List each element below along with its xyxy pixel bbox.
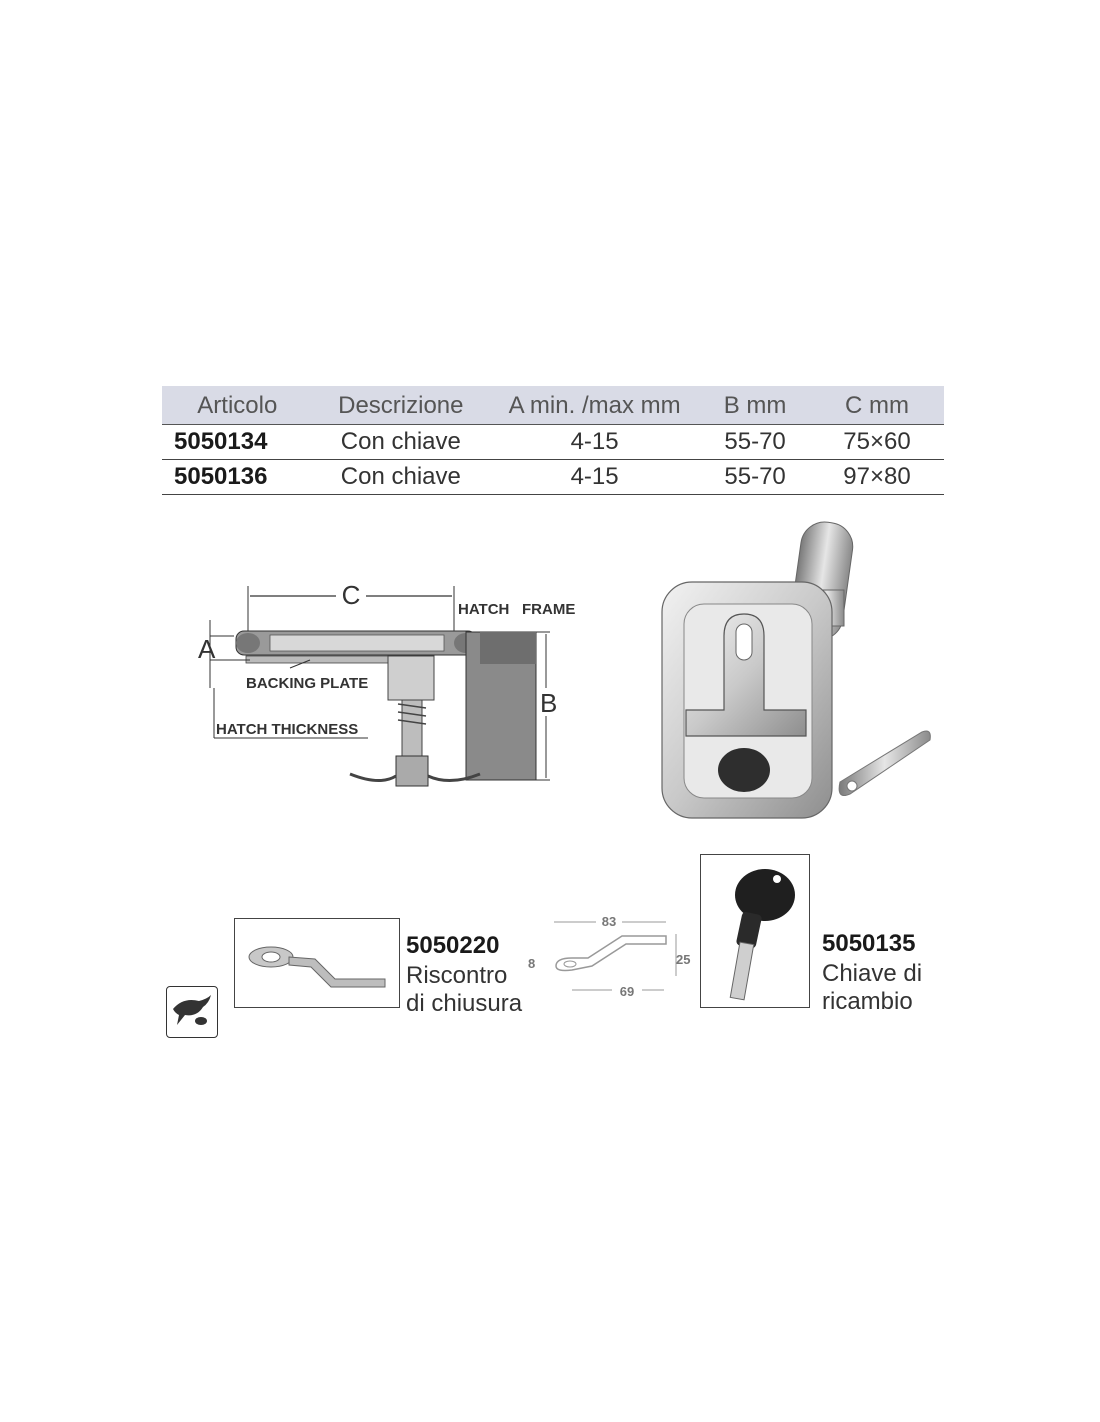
spec-table [162, 386, 944, 495]
table-row [162, 425, 944, 460]
label-hatch-thickness: HATCH THICKNESS [216, 721, 359, 738]
row-c: 97×80 [810, 460, 944, 495]
row-code: 5050136 [162, 460, 313, 495]
label-c: C [341, 580, 361, 610]
striker-desc-line2: di chiusura [406, 990, 523, 1017]
product-photo [640, 520, 960, 845]
header-articolo: Articolo [162, 386, 313, 425]
row-desc: Con chiave [313, 425, 489, 460]
dim-83: 83 [601, 914, 617, 929]
row-a: 4-15 [489, 460, 700, 495]
striker-desc-line1: Riscontro [406, 962, 508, 989]
row-code: 5050134 [162, 425, 313, 460]
row-desc: Con chiave [313, 460, 489, 495]
header-descrizione: Descrizione [313, 386, 489, 425]
row-a: 4-15 [489, 425, 700, 460]
striker-code: 5050220 [406, 932, 500, 959]
label-a: A [198, 634, 216, 664]
table-header-row [162, 386, 944, 425]
row-b: 55-70 [700, 460, 810, 495]
key-image-box [700, 854, 810, 1008]
dim-69: 69 [619, 984, 635, 999]
table-row [162, 460, 944, 495]
striker-image-box [234, 918, 400, 1008]
dim-8: 8 [528, 956, 536, 971]
dim-25: 25 [676, 952, 691, 967]
label-hatch: HATCH [458, 601, 510, 618]
header-b: B mm [700, 386, 810, 425]
row-c: 75×60 [810, 425, 944, 460]
key-desc-line1: Chiave di [822, 960, 923, 987]
label-b: B [540, 688, 558, 718]
header-a: A min. /max mm [489, 386, 700, 425]
key-code: 5050135 [822, 930, 916, 957]
label-backing-plate: BACKING PLATE [246, 675, 369, 692]
label-frame: FRAME [522, 601, 576, 618]
striker-dimension-drawing [526, 906, 696, 1011]
header-c: C mm [810, 386, 944, 425]
row-b: 55-70 [700, 425, 810, 460]
key-desc-line2: ricambio [822, 988, 913, 1015]
dolphin-icon [166, 986, 218, 1038]
technical-drawing [190, 576, 590, 811]
